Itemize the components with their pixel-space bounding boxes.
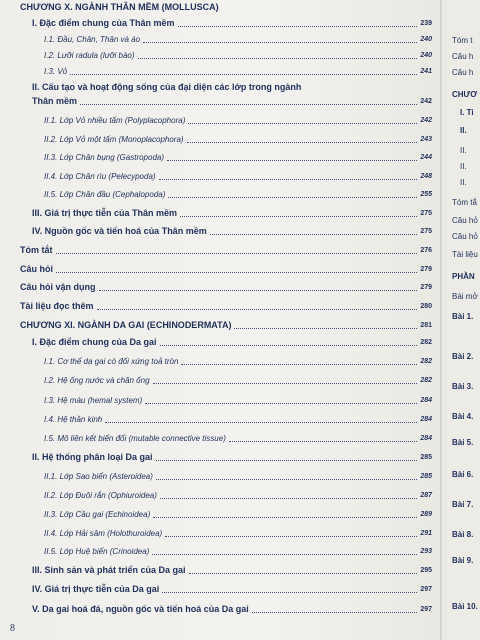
toc-entry-text: II.3. Lớp Chân bụng (Gastropoda) bbox=[44, 153, 165, 162]
toc-page-number: 241 bbox=[420, 68, 432, 75]
right-toc-fragment: Câu h bbox=[452, 52, 474, 61]
toc-entry-text: II.2. Lớp Vỏ một tấm (Monoplacophora) bbox=[44, 135, 184, 144]
toc-entry[interactable] bbox=[44, 115, 432, 126]
toc-entry[interactable] bbox=[32, 565, 432, 576]
toc-page-number: 275 bbox=[420, 210, 432, 217]
section-heading-line1: II. Cấu tạo và hoạt động sống của đại diện các lớp trong ngành bbox=[32, 82, 302, 92]
toc-entry-text: I.2. Lưỡi radula (lưỡi bào) bbox=[44, 51, 135, 60]
toc-entry-text: II. Hệ thống phân loại Da gai bbox=[32, 452, 153, 462]
dot-leader bbox=[143, 42, 417, 43]
dot-leader bbox=[153, 383, 418, 384]
dot-leader bbox=[160, 498, 417, 499]
dot-leader bbox=[181, 364, 417, 365]
toc-entry[interactable] bbox=[44, 152, 432, 163]
toc-entry[interactable] bbox=[20, 264, 432, 275]
toc-entry[interactable] bbox=[44, 50, 432, 61]
right-toc-fragment: Bài 4. bbox=[452, 412, 474, 421]
toc-entry[interactable] bbox=[32, 226, 432, 237]
right-toc-fragment: Bài 10. bbox=[452, 602, 478, 611]
right-toc-fragment: Bài 5. bbox=[452, 438, 474, 447]
toc-page-number: 289 bbox=[420, 511, 432, 518]
toc-entry[interactable] bbox=[32, 337, 432, 348]
toc-entry[interactable] bbox=[20, 282, 432, 293]
dot-leader bbox=[159, 179, 418, 180]
right-toc-fragment: Bài 2. bbox=[452, 352, 474, 361]
toc-entry-text: V. Da gai hoá đá, nguồn gốc và tiến hoá của Da gai bbox=[32, 604, 249, 614]
toc-entry[interactable] bbox=[44, 134, 432, 145]
toc-entry-text: II.5. Lớp Huệ biển (Crinoidea) bbox=[44, 547, 150, 556]
dot-leader bbox=[156, 460, 418, 461]
dot-leader bbox=[165, 536, 417, 537]
right-toc-fragment: Câu h bbox=[452, 68, 474, 77]
toc-entry[interactable] bbox=[44, 546, 432, 557]
dot-leader bbox=[178, 26, 418, 27]
toc-entry[interactable] bbox=[44, 171, 432, 182]
toc-entry-text: II.2. Lớp Đuôi rắn (Ophiuroidea) bbox=[44, 491, 157, 500]
dot-leader bbox=[168, 197, 417, 198]
right-toc-fragment: II. bbox=[460, 126, 467, 135]
right-toc-fragment: Bài 1. bbox=[452, 312, 474, 321]
toc-entry[interactable] bbox=[44, 433, 432, 444]
right-toc-fragment: I. Ti bbox=[460, 108, 474, 117]
right-toc-fragment: II. bbox=[460, 178, 467, 187]
toc-entry[interactable] bbox=[44, 66, 432, 77]
dot-leader bbox=[99, 290, 418, 291]
dot-leader bbox=[252, 612, 418, 613]
toc-page-number: 293 bbox=[420, 548, 432, 555]
right-toc-fragment: Tài liệu bbox=[452, 250, 478, 259]
toc-page-number: 285 bbox=[420, 454, 432, 461]
toc-page-number: 287 bbox=[420, 492, 432, 499]
dot-leader bbox=[156, 479, 417, 480]
toc-entry[interactable] bbox=[32, 208, 432, 219]
toc-entry-text: II.1. Lớp Vỏ nhiều tấm (Polyplacophora) bbox=[44, 116, 186, 125]
dot-leader bbox=[105, 422, 417, 423]
toc-entry-text: IV. Giá trị thực tiễn của Da gai bbox=[32, 584, 160, 594]
toc-entry[interactable] bbox=[44, 395, 432, 406]
toc-page-number: 244 bbox=[420, 154, 432, 161]
dot-leader bbox=[145, 403, 417, 404]
dot-leader bbox=[152, 554, 417, 555]
dot-leader bbox=[56, 272, 417, 273]
toc-page-number: 240 bbox=[420, 36, 432, 43]
toc-entry-text: I. Đặc điểm chung của Da gai bbox=[32, 337, 157, 347]
toc-entry[interactable] bbox=[32, 452, 432, 463]
toc-page-number: 282 bbox=[420, 358, 432, 365]
toc-page-number: 285 bbox=[420, 473, 432, 480]
toc-page-number: 275 bbox=[420, 228, 432, 235]
toc-page-number: 284 bbox=[420, 435, 432, 442]
toc-entry[interactable] bbox=[32, 604, 432, 615]
toc-entry-text: I.1. Cơ thể da gai có đối xứng toả tròn bbox=[44, 357, 179, 366]
toc-page-number: 242 bbox=[420, 117, 432, 124]
right-toc-fragment: CHƯƠ bbox=[452, 90, 478, 99]
toc-page-number: 239 bbox=[420, 20, 432, 27]
dot-leader bbox=[188, 123, 417, 124]
toc-entry[interactable] bbox=[44, 375, 432, 386]
toc-page-number: 282 bbox=[420, 339, 432, 346]
toc-page-number: 297 bbox=[420, 606, 432, 613]
toc-entry-text: I.1. Đầu, Chân, Thân và áo bbox=[44, 35, 141, 44]
dot-leader bbox=[56, 253, 418, 254]
toc-page-number: 284 bbox=[420, 397, 432, 404]
toc-entry-text: I.4. Hệ thần kinh bbox=[44, 415, 103, 424]
dot-leader bbox=[180, 216, 417, 217]
toc-page-number: 280 bbox=[420, 303, 432, 310]
toc-entry[interactable] bbox=[20, 245, 432, 256]
right-toc-fragment: Tóm tắ bbox=[452, 198, 477, 207]
toc-page-number: 248 bbox=[420, 173, 432, 180]
toc-entry-text: II.4. Lớp Chân rìu (Pelecypoda) bbox=[44, 172, 156, 181]
toc-entry-text: IV. Nguồn gốc và tiến hoá của Thân mềm bbox=[32, 226, 207, 236]
right-toc-fragment: PHẦN bbox=[452, 272, 475, 281]
toc-entry-text: I.3. Hệ máu (hemal system) bbox=[44, 396, 143, 405]
toc-page-number: 295 bbox=[420, 567, 432, 574]
toc-page-number: 282 bbox=[420, 377, 432, 384]
toc-entry-text: Tài liệu đọc thêm bbox=[20, 301, 94, 311]
toc-entry-text: Tóm tắt bbox=[20, 245, 53, 255]
toc-page-number: 240 bbox=[420, 52, 432, 59]
toc-entry-text: III. Sinh sản và phát triển của Da gai bbox=[32, 565, 186, 575]
toc-entry[interactable] bbox=[44, 34, 432, 45]
toc-entry-text: Thân mềm bbox=[32, 96, 78, 106]
toc-entry-text: II.3. Lớp Cầu gai (Echinoidea) bbox=[44, 510, 151, 519]
toc-entry[interactable] bbox=[44, 189, 432, 200]
toc-entry[interactable] bbox=[44, 490, 432, 501]
dot-leader bbox=[138, 58, 418, 59]
right-toc-fragment: Bài 6. bbox=[452, 470, 474, 479]
toc-page-number: 243 bbox=[420, 136, 432, 143]
toc-entry-text: Câu hỏi bbox=[20, 264, 53, 274]
toc-entry[interactable] bbox=[44, 414, 432, 425]
table-of-contents-right bbox=[446, 0, 480, 640]
toc-entry[interactable] bbox=[32, 584, 432, 595]
page-number: 8 bbox=[10, 623, 15, 634]
dot-leader bbox=[70, 74, 417, 75]
chapter-11-title[interactable] bbox=[20, 320, 432, 331]
toc-entry[interactable] bbox=[44, 509, 432, 520]
toc-entry-text: II.5. Lớp Chân đầu (Cephalopoda) bbox=[44, 190, 166, 199]
toc-entry-text: CHƯƠNG XI. NGÀNH DA GAI (ECHINODERMATA) bbox=[20, 320, 232, 330]
toc-entry-text: I.5. Mô liên kết biến đổi (mutable connective tissue) bbox=[44, 434, 226, 443]
dot-leader bbox=[162, 592, 417, 593]
dot-leader bbox=[210, 234, 418, 235]
toc-page-number: 279 bbox=[420, 266, 432, 273]
right-toc-fragment: II. bbox=[460, 162, 467, 171]
toc-page-number: 276 bbox=[420, 247, 432, 254]
dot-leader bbox=[97, 309, 418, 310]
toc-page-number: 297 bbox=[420, 586, 432, 593]
toc-page-number: 284 bbox=[420, 416, 432, 423]
toc-page-number: 281 bbox=[420, 322, 432, 329]
dot-leader bbox=[153, 517, 417, 518]
dot-leader bbox=[187, 142, 418, 143]
toc-entry-text: II.1. Lớp Sao biển (Asteroidea) bbox=[44, 472, 153, 481]
toc-entry[interactable] bbox=[44, 528, 432, 539]
dot-leader bbox=[229, 441, 417, 442]
dot-leader bbox=[160, 345, 418, 346]
toc-entry[interactable] bbox=[44, 356, 432, 367]
toc-entry-text: II.4. Lớp Hải sâm (Holothuroidea) bbox=[44, 529, 163, 538]
toc-entry[interactable] bbox=[32, 18, 432, 29]
right-toc-fragment: II. bbox=[460, 146, 467, 155]
toc-entry[interactable] bbox=[32, 96, 432, 107]
toc-entry-text: III. Giá trị thực tiễn của Thân mềm bbox=[32, 208, 178, 218]
right-toc-fragment: Câu hỏ bbox=[452, 216, 478, 225]
right-toc-fragment: Bài 7. bbox=[452, 500, 474, 509]
toc-entry-text: Câu hỏi vận dụng bbox=[20, 282, 96, 292]
toc-page-number: 291 bbox=[420, 530, 432, 537]
toc-entry[interactable] bbox=[20, 301, 432, 312]
right-toc-fragment: Bài 3. bbox=[452, 382, 474, 391]
toc-entry[interactable] bbox=[44, 471, 432, 482]
dot-leader bbox=[234, 328, 417, 329]
toc-page-number: 279 bbox=[420, 284, 432, 291]
right-toc-fragment: Bài 9. bbox=[452, 556, 474, 565]
toc-entry-text: I.3. Vỏ bbox=[44, 67, 68, 76]
dot-leader bbox=[80, 104, 417, 105]
right-toc-fragment: Câu hỏ bbox=[452, 232, 478, 241]
right-toc-fragment: Bài 8. bbox=[452, 530, 474, 539]
right-toc-fragment: Tóm t bbox=[452, 36, 473, 45]
dot-leader bbox=[189, 573, 418, 574]
chapter-10-title: CHƯƠNG X. NGÀNH THÂN MỀM (MOLLUSCA) bbox=[20, 2, 219, 12]
toc-entry-text: I. Đặc điểm chung của Thân mềm bbox=[32, 18, 175, 28]
toc-page-number: 255 bbox=[420, 191, 432, 198]
toc-page-number: 242 bbox=[420, 98, 432, 105]
right-toc-fragment: Bài mở bbox=[452, 292, 478, 301]
toc-entry-text: I.2. Hệ ống nước và chân ống bbox=[44, 376, 150, 385]
dot-leader bbox=[167, 160, 417, 161]
